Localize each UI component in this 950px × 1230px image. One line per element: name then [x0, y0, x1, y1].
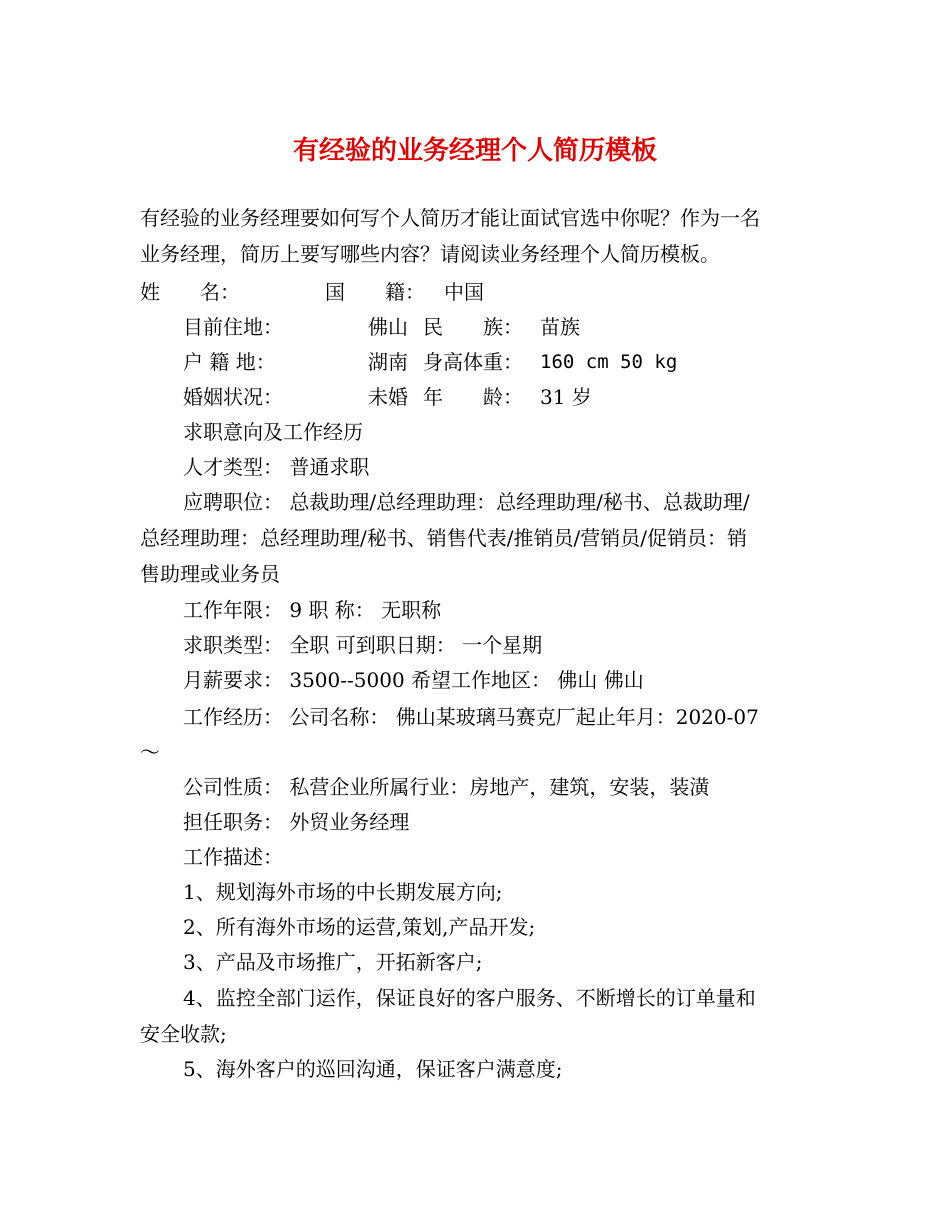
salary: 月薪要求： 3500--5000 希望工作地区： 佛山 佛山 [183, 668, 644, 692]
position-line-1: 应聘职位： 总裁助理/总经理助理：总经理助理/秘书、总裁助理/ [183, 490, 750, 514]
marital-value: 未婚 [368, 385, 408, 409]
task-item: 3、产品及市场推广，开拓新客户; [183, 950, 483, 974]
job-type: 求职类型： 全职 可到职日期： 一个星期 [183, 633, 543, 657]
name-label: 姓 名： [140, 280, 240, 304]
ethnicity-label: 民 族： [423, 315, 523, 339]
position-line-2: 总经理助理：总经理助理/秘书、销售代表/推销员/营销员/促销员：销 [140, 526, 747, 550]
info-row-residence [183, 312, 580, 342]
task-item: 4、监控全部门运作，保证良好的客户服务、不断增长的订单量和 [183, 986, 756, 1010]
description-label: 工作描述： [183, 845, 283, 869]
age-label: 年 龄： [423, 385, 523, 409]
ethnicity-value: 苗族 [540, 315, 580, 339]
residence-value: 佛山 [368, 315, 408, 339]
marital-label: 婚姻状况： [183, 385, 283, 409]
task-item: 2、所有海外市场的运营,策划,产品开发; [183, 915, 536, 939]
page-title: 有经验的业务经理个人简历模板 [292, 136, 657, 166]
task-item-continued: 安全收款; [140, 1022, 227, 1046]
info-row-name [140, 277, 484, 307]
intro-line-1: 有经验的业务经理要如何写个人简历才能让面试官选中你呢？作为一名 [140, 206, 760, 230]
nationality-label: 国 籍： [325, 280, 425, 304]
duty: 担任职务： 外贸业务经理 [183, 810, 410, 834]
info-row-hukou [183, 347, 678, 377]
experience-line-2: ～ [140, 740, 160, 764]
experience-line-1: 工作经历： 公司名称： 佛山某玻璃马赛克厂起止年月：2020-07 [183, 705, 759, 729]
talent-type: 人才类型： 普通求职 [183, 455, 370, 479]
residence-label: 目前住地： [183, 315, 283, 339]
info-row-marital [183, 382, 592, 412]
hukou-label: 户 籍 地： [183, 350, 276, 374]
hukou-value: 湖南 [368, 350, 408, 374]
age-value: 31 岁 [540, 385, 592, 409]
height-weight-value: 160 cm 50 kg [540, 351, 678, 373]
position-line-3: 售助理或业务员 [140, 562, 280, 586]
task-item: 1、规划海外市场的中长期发展方向; [183, 880, 503, 904]
intro-line-2: 业务经理，简历上要写哪些内容？请阅读业务经理个人简历模板。 [140, 242, 720, 266]
task-item: 5、海外客户的巡回沟通，保证客户满意度; [183, 1057, 563, 1081]
work-years: 工作年限： 9 职 称： 无职称 [183, 598, 442, 622]
height-weight-label: 身高体重： [423, 350, 523, 374]
intent-heading: 求职意向及工作经历 [183, 420, 363, 444]
nationality-value: 中国 [444, 280, 484, 304]
company-nature: 公司性质： 私营企业所属行业：房地产，建筑，安装，装潢 [183, 775, 710, 799]
